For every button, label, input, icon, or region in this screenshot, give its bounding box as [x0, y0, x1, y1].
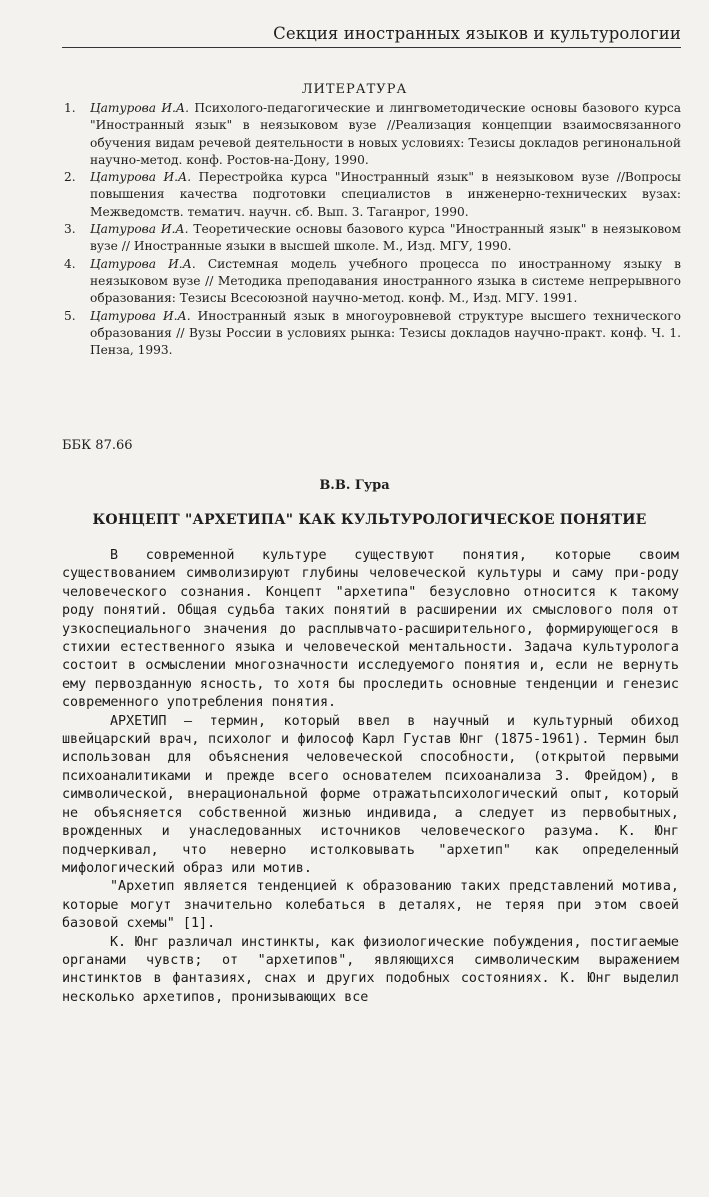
- reference-number: 3.: [64, 222, 76, 237]
- literature-heading: ЛИТЕРАТУРА: [301, 82, 408, 97]
- article-author: В.В. Гура: [319, 478, 390, 493]
- reference-author: Цатурова И.А.: [90, 308, 191, 323]
- reference-item: [62, 308, 681, 360]
- paragraph: К. Юнг различал инстинкты, как физиологические побуждения, постигаемые органами чувств; от "архетипов", являющихся символическим выражением инстинктов в фантазиях, снах и других подобных состояниях. К. Юнг выделил несколько архетипов, пронизывающих все: [62, 934, 679, 1005]
- reference-text: Теоретические основы базового курса "Иностранный язык" в неязыковом вузе // Иностранные языки в высшей школе. М., Изд. МГУ, 1990.: [90, 222, 681, 254]
- quote-paragraph: "Архетип является тенденцией к образованию таких представлений мотива, которые могут значительно колебаться в деталях, не теряя при этом своей базовой схемы" [1].: [62, 879, 679, 932]
- running-header: [62, 24, 681, 48]
- article-body: [62, 547, 679, 1007]
- bbk-code: ББК 87.66: [62, 438, 133, 453]
- reference-number: 1.: [64, 101, 76, 115]
- paragraph: АРХЕТИП – термин, который ввел в научный и культурный обиход швейцарский врач, психолог и философ Карл Густав Юнг (1875-1961). Термин был использован для объяснения человеческой способности, (открытой первыми психоаналитиками и прежде всего основателем психоанализа З. Фрейдом), в символической, внерациональной форме отражатьпсихологический опыт, который не объясняется собственной жизнью индивида, а следует из первобытных, врожденных и унаследованных источников человеческого разума. К. Юнг подчеркивал, что неверно истолковывать "архетип" как определенный мифологический образ или мотив.: [62, 713, 679, 876]
- running-title: Секция иностранных языков и культурологии: [273, 24, 681, 43]
- reference-author: Цатурова И.А.: [90, 222, 189, 237]
- reference-text: Иностранный язык в многоуровневой структуре высшего технического образования // Вузы России в условиях рынка: Тезисы докладов научно-практ. конф. Ч. 1. Пенза, 1993.: [90, 308, 681, 358]
- reference-author: Цатурова И.А.: [90, 101, 190, 115]
- reference-author: Цатурова И.А.: [90, 170, 192, 185]
- reference-text: Перестройка курса "Иностранный язык" в неязыковом вузе //Вопросы повышения качества подготовки специалистов в инженерно-технических вузах: Межведомств. тематич. научн. сб. Вып. 3. Таганрог, 1990.: [90, 170, 682, 219]
- reference-number: 2.: [64, 170, 76, 185]
- reference-item: [62, 169, 681, 221]
- reference-text: Системная модель учебного процесса по иностранному языку в неязыковом вузе // Методика преподавания иностранного языка в системе непрерывного образования: Тезисы Всесоюзной научно-метод. конф. М., Изд. МГУ. 1991.: [90, 256, 682, 306]
- reference-number: 5.: [64, 308, 76, 323]
- article-title: КОНЦЕПТ "АРХЕТИПА" КАК КУЛЬТУРОЛОГИЧЕСКОЕ ПОНЯТИЕ: [92, 512, 647, 528]
- reference-list: [62, 100, 681, 359]
- reference-item: [62, 221, 681, 256]
- reference-item: [62, 256, 681, 308]
- paragraph: В современной культуре существуют понятия, которые своим существованием символизируют глубины человеческой культуры и саму при-роду человеческого сознания. Концепт "архетипа" безусловно относится к такому роду понятий. Общая судьба таких понятий в расширении их смыслового поля от узкоспециального значения до расплывчато-расширительного, формирующегося в стихии естественного языка и человеческой ментальности. Задача культуролога состоит в осмыслении многозначности исследуемого понятия и, если не вернуть ему первозданную ясность, то хотя бы проследить основные тенденции и генезис современного употребления понятия.: [62, 548, 679, 711]
- reference-author: Цатурова И.А.: [90, 256, 196, 271]
- reference-item: [62, 100, 681, 169]
- reference-number: 4.: [64, 256, 76, 271]
- reference-text: Психолого-педагогические и лингвометодические основы базового курса "Иностранный язык" в неязыковом вузе //Реализация концепции взаимосвязанного обучения видам речевой деятельности в новых условиях: Тезисы докладов регинональной научно-метод. конф. Ростов-на-Дону, 1990.: [90, 101, 682, 167]
